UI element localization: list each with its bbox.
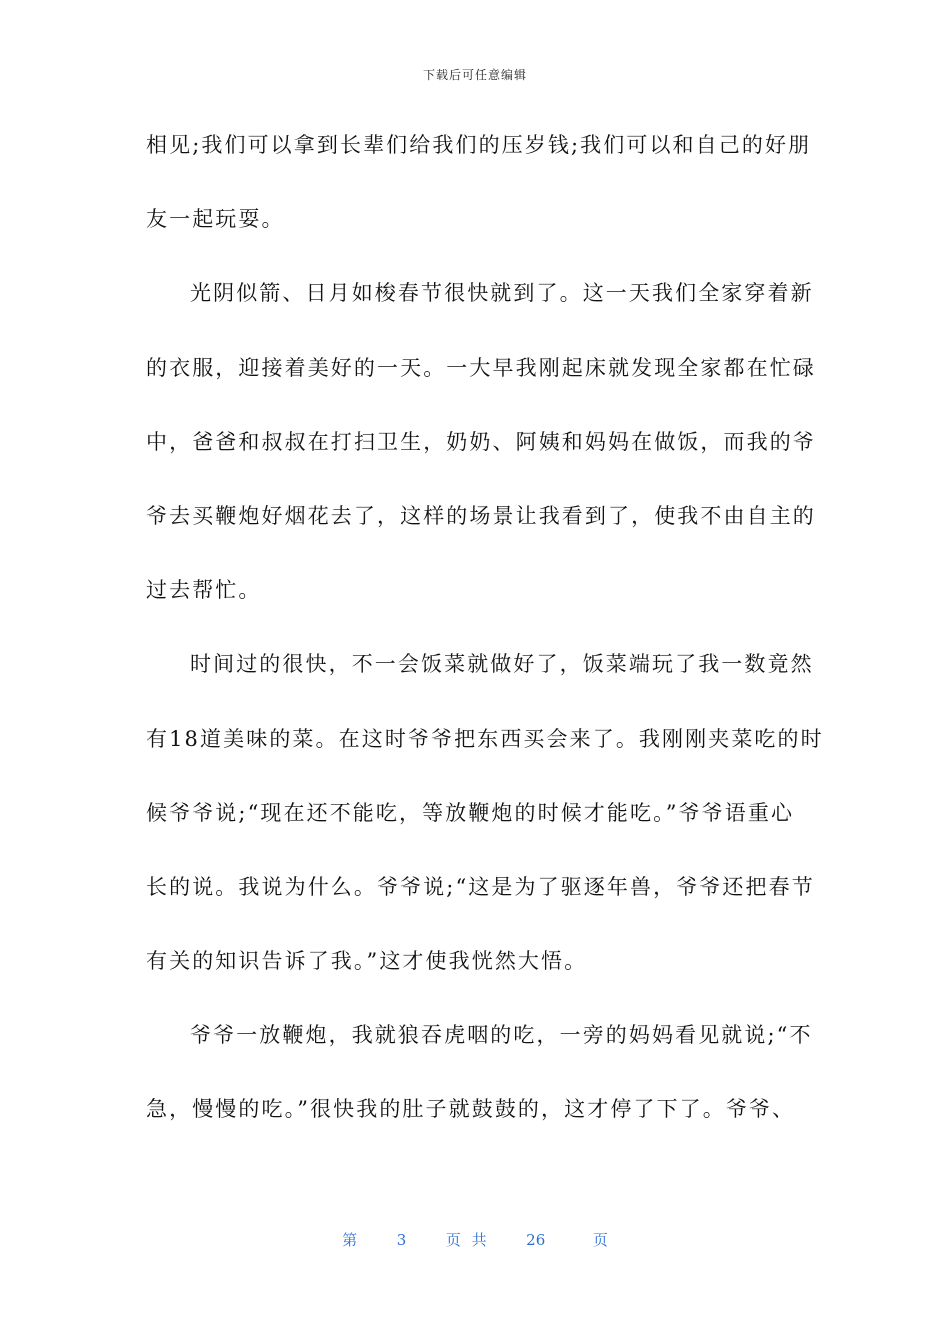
total-pages: 26 xyxy=(526,1231,546,1249)
text-line: 有18道美味的菜。在这时爷爷把东西买会来了。我刚刚夹菜吃的时 xyxy=(146,726,824,751)
text-line: 急，慢慢的吃。”很快我的肚子就鼓鼓的，这才停了下了。爷爷、 xyxy=(146,1097,796,1122)
page-footer xyxy=(0,1229,950,1250)
paragraph-start-line: 光阴似箭、日月如梭春节很快就到了。这一天我们全家穿着新 xyxy=(190,281,814,306)
paragraph-start-line: 时间过的很快，不一会饭菜就做好了，饭菜端玩了我一数竟然 xyxy=(190,652,814,677)
text-line: 爷去买鞭炮好烟花去了，这样的场景让我看到了，使我不由自主的 xyxy=(146,503,816,528)
text-line: 友一起玩耍。 xyxy=(146,207,285,232)
page-number: 3 xyxy=(396,1231,407,1249)
text-line: 的衣服，迎接着美好的一天。一大早我刚起床就发现全家都在忙碌 xyxy=(146,355,816,380)
document-body xyxy=(146,123,824,1162)
page-header: 下载后可任意编辑 xyxy=(422,68,527,82)
text-line: 候爷爷说;“现在还不能吃，等放鞭炮的时候才能吃。”爷爷语重心 xyxy=(146,800,795,825)
text-line: 过去帮忙。 xyxy=(146,578,262,603)
text-line: 有关的知识告诉了我。”这才使我恍然大悟。 xyxy=(146,949,588,974)
text-line: 长的说。我说为什么。爷爷说;“这是为了驱逐年兽，爷爷还把春节 xyxy=(146,874,815,899)
text-line: 中，爸爸和叔叔在打扫卫生，奶奶、阿姨和妈妈在做饭，而我的爷 xyxy=(146,429,816,454)
page-label: 第 xyxy=(342,1231,358,1249)
total-label: 页 共 xyxy=(445,1231,487,1249)
paragraph-start-line: 爷爷一放鞭炮，我就狼吞虎咽的吃，一旁的妈妈看见就说;“不 xyxy=(190,1023,813,1048)
page-suffix: 页 xyxy=(592,1231,608,1249)
text-line: 相见;我们可以拿到长辈们给我们的压岁钱;我们可以和自己的好朋 xyxy=(146,133,812,157)
